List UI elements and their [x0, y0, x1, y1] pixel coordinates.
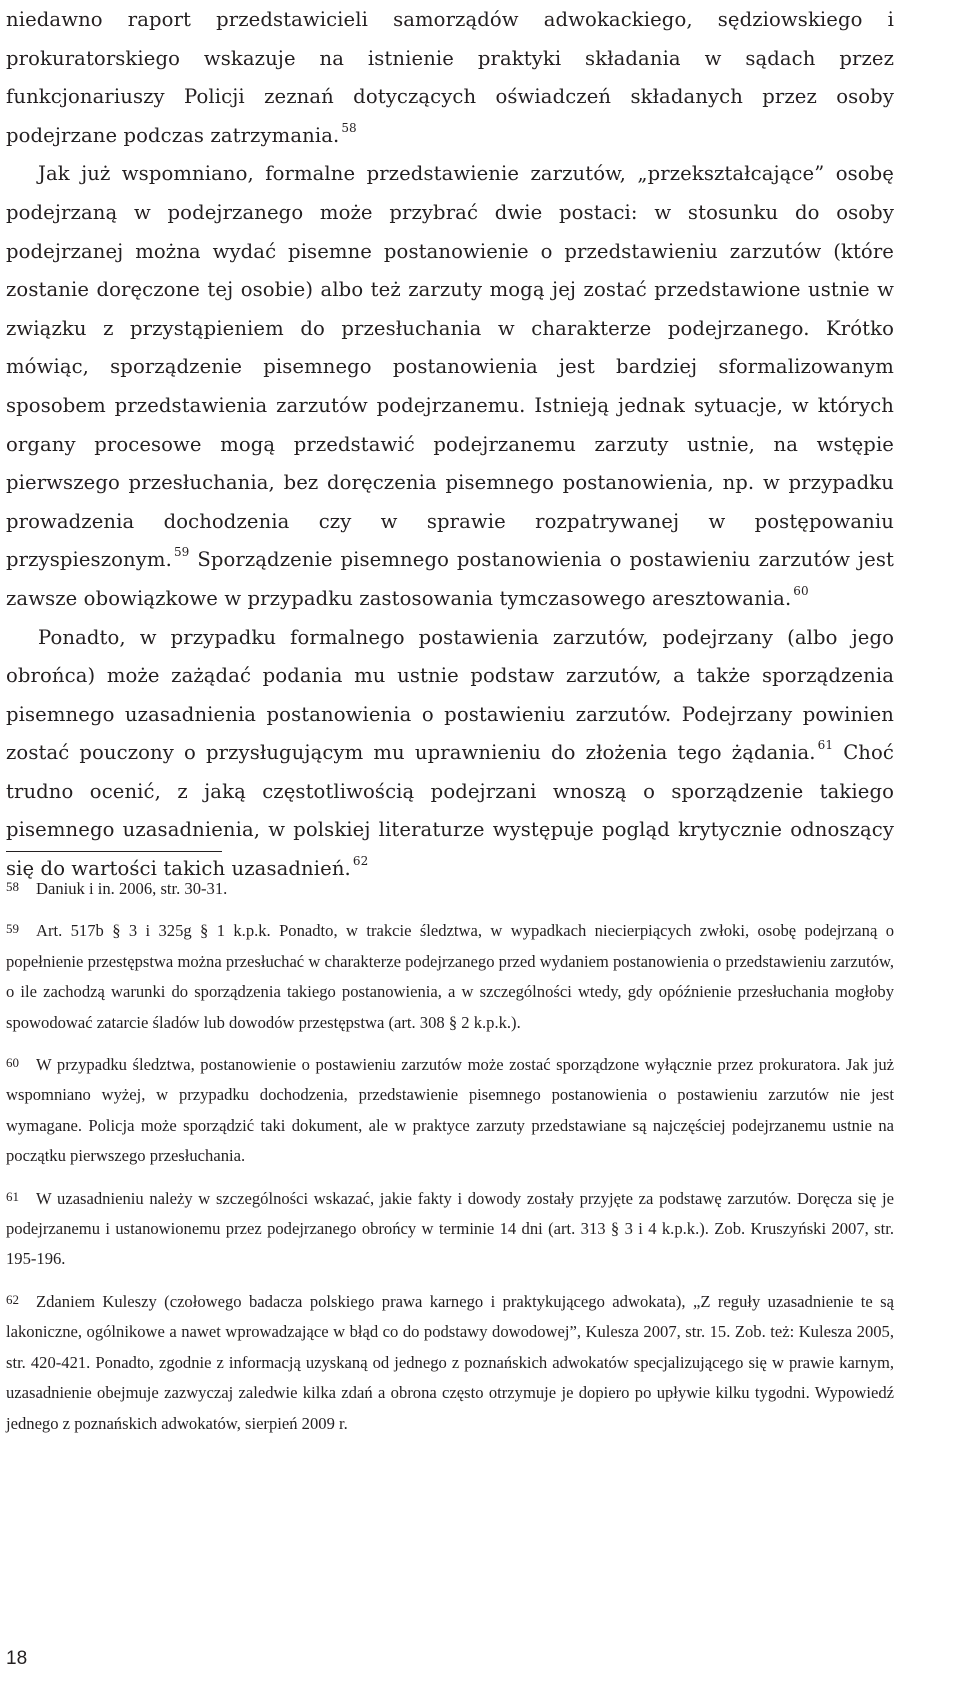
footnote-number: 61: [6, 1188, 19, 1204]
footnote-text: Daniuk i in. 2006, str. 30-31.: [36, 879, 228, 898]
footnote-number: 59: [6, 921, 19, 937]
footnote-ref-59[interactable]: 59: [173, 545, 190, 560]
paragraph-3: [6, 619, 894, 889]
footnote-58: [6, 872, 894, 904]
footnote-61: [6, 1182, 894, 1275]
footnote-divider: [6, 851, 222, 852]
footnote-text: W uzasadnieniu należy w szczególności wskazać, jakie fakty i dowody zostały przyjęte za podstawę zarzutów. Doręcza się je podejrzanemu i ustanowionemu przez podejrzanego obrońcy w terminie 14 dni (art. 313 § 3 i 4 k.p.k.). Zob. Kruszyński 2007, str. 195-196.: [6, 1188, 894, 1269]
paragraph-1: [6, 1, 894, 155]
footnote-ref-62[interactable]: 62: [352, 853, 369, 868]
footnote-text: W przypadku śledztwa, postanowienie o postawieniu zarzutów może zostać sporządzone wyłącznie przez prokuratora. Jak już wspomniano wyżej, w przypadku dochodzenia, przedstawienie pisemnego postanowienia o postawieniu zarzutów nie jest wymagane. Policja może sporządzić taki dokument, ale w praktyce zarzuty przedstawiane są najczęściej podejrzanemu ustnie na początku pierwszego przesłuchania.: [6, 1055, 894, 1166]
footnote-ref-61[interactable]: 61: [817, 738, 834, 753]
paragraph-2: [6, 155, 894, 618]
paragraph-text-continued: Choć trudno ocenić, z jaką częstotliwością podejrzani wnoszą o sporządzenie takiego pisemnego uzasadnienia, w polskiej literaturze występuje pogląd krytycznie odnoszący się do wartości takich uzasadnień.: [6, 741, 894, 881]
footnote-text: Zdaniem Kuleszy (czołowego badacza polskiego prawa karnego i praktykującego adwokata), „Z reguły uzasadnienie te są lakoniczne, ogólnikowe a nawet wprowadzające w błąd co do podstawy dowodowej”, Kulesza 2007, str. 15. Zob. też: Kulesza 2005, str. 420-421. Ponadto, zgodnie z informacją uzyskaną od jednego z poznańskich adwokatów specjalizującego się w prawie karnym, uzasadnienie obejmuje zazwyczaj zaledwie kilka zdań a obrona często otrzymuje je dopiero po upływie kilku tygodni. Wypowiedź jednego z poznańskich adwokatów, sierpień 2009 r.: [6, 1291, 894, 1433]
footnotes: [6, 872, 894, 1449]
footnote-number: 58: [6, 879, 19, 894]
paragraph-text: Jak już wspomniano, formalne przedstawienie zarzutów, „przekształcające” osobę podejrzaną w podejrzanego może przybrać dwie postaci: w stosunku do osoby podejrzanej można wydać pisemne postanowienie o przedstawieniu zarzutów (które zostanie doręczone tej osobie) albo też zarzuty mogą jej zostać przedstawione ustnie w związku z przystąpieniem do przesłuchania w charakterze podejrzanego. Krótko mówiąc, sporządzenie pisemnego postanowienia jest bardziej sformalizowanym sposobem przedstawienia zarzutów podejrzanemu. Istnieją jednak sytuacje, w których organy procesowe mogą przedstawić podejrzanemu zarzuty ustnie, na wstępie pierwszego przesłuchania, bez doręczenia pisemnego postanowienia, np. w przypadku prowadzenia dochodzenia czy w sprawie rozpatrywanej w postępowaniu przyspieszonym.: [6, 162, 894, 572]
paragraph-text-continued: Sporządzenie pisemnego postanowienia o postawieniu zarzutów jest zawsze obowiązkowe w przypadku zastosowania tymczasowego aresztowania.: [6, 548, 894, 610]
footnote-ref-58[interactable]: 58: [341, 120, 357, 135]
footnote-number: 60: [6, 1055, 19, 1071]
paragraph-text: Ponadto, w przypadku formalnego postawienia zarzutów, podejrzany (albo jego obrońca) może zażądać podania mu ustnie podstaw zarzutów, a także sporządzenia pisemnego uzasadnienia postanowienia o postawieniu zarzutów. Podejrzany powinien zostać pouczony o przysługującym mu uprawnieniu do złożenia tego żądania.: [6, 625, 894, 765]
paragraph-text: niedawno raport przedstawicieli samorządów adwokackiego, sędziowskiego i prokuratorskiego wskazuje na istnienie praktyki składania w sądach przez funkcjonariuszy Policji zeznań dotyczących oświadczeń składanych przez osoby podejrzane podczas zatrzymania.: [6, 8, 894, 147]
main-text: [6, 0, 894, 889]
footnote-number: 62: [6, 1291, 19, 1307]
footnote-62: [6, 1285, 894, 1439]
footnote-ref-60[interactable]: 60: [793, 583, 809, 598]
footnote-59: [6, 914, 894, 1038]
footnote-60: [6, 1048, 894, 1172]
footnote-text: Art. 517b § 3 i 325g § 1 k.p.k. Ponadto, w trakcie śledztwa, w wypadkach niecierpiących zwłoki, osobę podejrzaną o popełnienie przestępstwa można przesłuchać w charakterze podejrzanego przed wydaniem postanowienia o przedstawieniu zarzutów, o ile zachodzą warunki do sporządzenia takiego postanowienia, a w szczególności wtedy, gdy opóźnienie przesłuchania mogłoby spowodować zatarcie śladów lub dowodów przestępstwa (art. 308 § 2 k.p.k.).: [6, 921, 894, 1032]
page-number: 18: [6, 1648, 28, 1669]
